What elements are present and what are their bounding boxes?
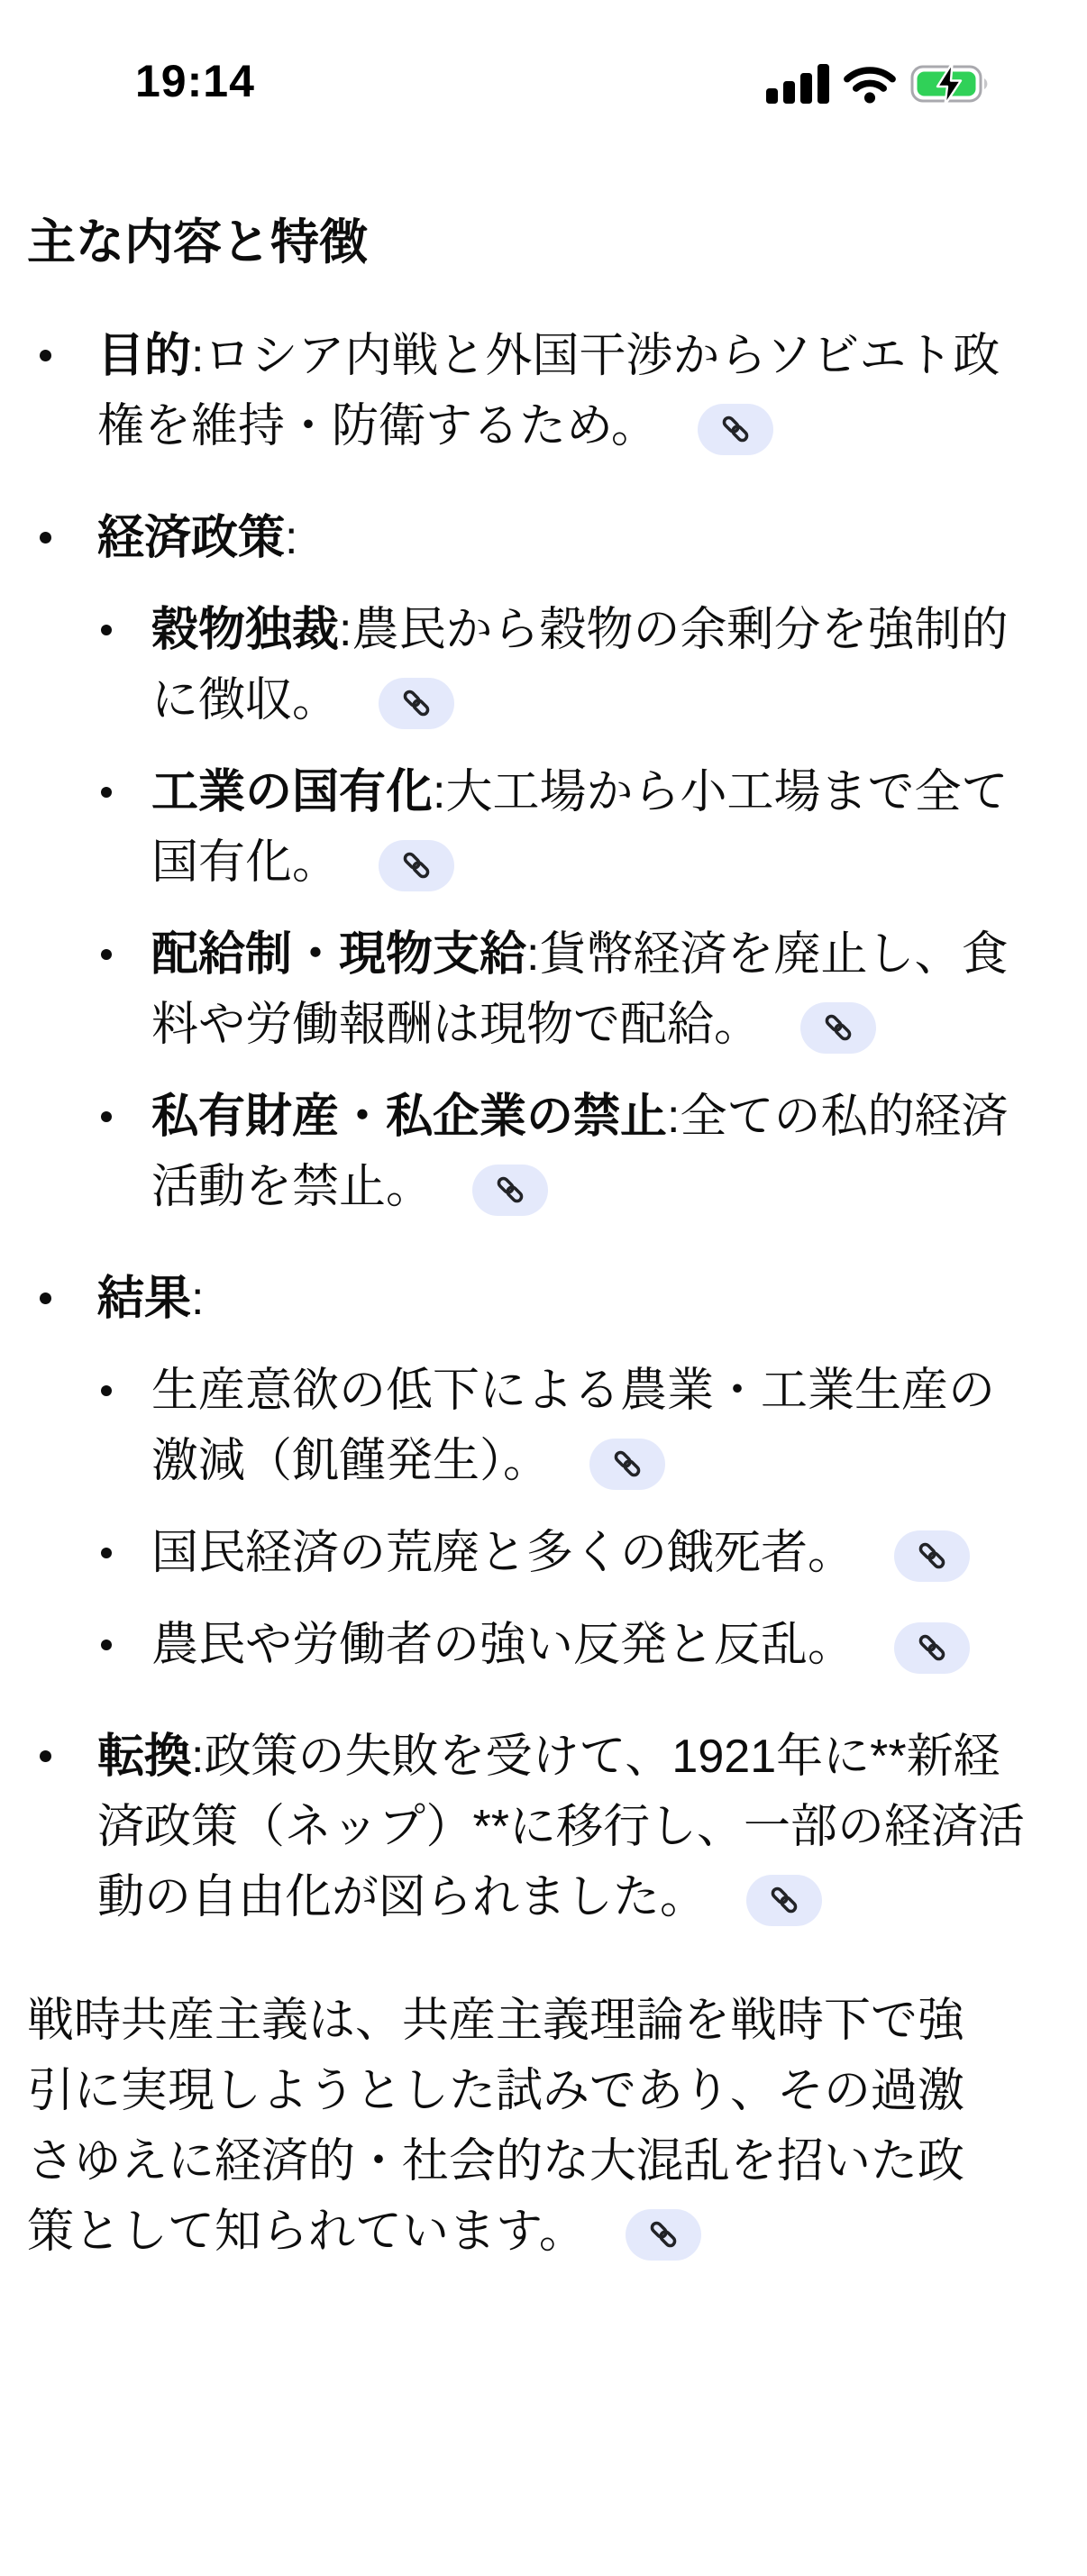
link-icon [398, 685, 434, 721]
item-text: 政策の失敗を受けて、1921年に**新経済政策（ネップ）**に移行し、一部の経済活動の自由化が図られました。 [97, 1731, 1025, 1923]
link-icon [398, 847, 434, 883]
link-icon [766, 1882, 802, 1918]
item-separator: : [191, 1731, 205, 1783]
economic-policy-sublist [97, 595, 1037, 1222]
citation-link-button[interactable] [589, 1439, 665, 1490]
status-time: 19:14 [135, 56, 255, 106]
wifi-icon [844, 64, 896, 104]
item-label: 配給制・現物支給 [151, 928, 527, 981]
summary-paragraph [27, 1986, 1006, 2267]
battery-charging-icon [910, 63, 990, 105]
list-item-private-property-ban [151, 1082, 1037, 1222]
list-item-transition [97, 1722, 1037, 1932]
citation-link-button[interactable] [472, 1165, 548, 1216]
list-item-economic-policy [97, 503, 1037, 1222]
item-text: 貨幣経済を廃止し、食料や労働報酬は現物で配給。 [151, 928, 1009, 1051]
link-icon [914, 1630, 950, 1666]
item-label: 結果 [97, 1273, 192, 1325]
main-list [27, 321, 1060, 1932]
item-label: 目的 [97, 330, 192, 382]
item-separator: : [667, 1091, 681, 1143]
item-separator: : [191, 1273, 205, 1325]
item-label: 穀物独裁 [151, 604, 340, 656]
item-label: 私有財産・私企業の禁止 [151, 1091, 668, 1143]
item-text: 大工場から小工場まで全て国有化。 [151, 766, 1009, 889]
item-separator: : [285, 512, 298, 564]
link-icon [914, 1538, 950, 1574]
status-icons [766, 63, 990, 105]
list-item-rationing [151, 919, 1037, 1060]
link-icon [645, 2216, 681, 2252]
list-item-economic-ruin [151, 1518, 1037, 1588]
item-text: 国民経済の荒廃と多くの餓死者。 [151, 1527, 855, 1579]
item-separator: : [339, 604, 352, 656]
list-item-results [97, 1264, 1037, 1680]
citation-link-button[interactable] [746, 1875, 822, 1926]
cellular-signal-icon [766, 64, 829, 104]
link-icon [717, 411, 754, 447]
status-bar [0, 0, 1087, 117]
link-icon [609, 1446, 645, 1482]
link-icon [820, 1009, 856, 1046]
list-item-production-drop [151, 1356, 1037, 1496]
item-separator: : [526, 928, 540, 981]
citation-link-button[interactable] [379, 678, 454, 729]
item-label: 工業の国有化 [151, 766, 434, 818]
results-sublist [97, 1356, 1037, 1680]
citation-link-button[interactable] [800, 1002, 876, 1054]
item-separator: : [191, 330, 205, 382]
item-text: 生産意欲の低下による農業・工業生産の激減（飢饉発生）。 [151, 1365, 996, 1487]
citation-link-button[interactable] [379, 840, 454, 891]
citation-link-button[interactable] [894, 1530, 970, 1582]
citation-link-button[interactable] [626, 2209, 701, 2261]
item-label: 転換 [97, 1731, 192, 1783]
citation-link-button[interactable] [698, 404, 773, 455]
list-item-peasant-revolt [151, 1610, 1037, 1680]
summary-text: 戦時共産主義は、共産主義理論を戦時下で強引に実現しようとした試みであり、その過激さゆえに経済的・社会的な大混乱を招いた政策として知られています。 [27, 1995, 965, 2258]
link-icon [492, 1172, 528, 1208]
list-item-nationalization [151, 757, 1037, 898]
page-title: 主な内容と特徴 [27, 215, 368, 269]
item-text: 農民から穀物の余剰分を強制的に徴収。 [151, 604, 1009, 726]
list-item-purpose [97, 321, 1037, 461]
item-separator: : [433, 766, 446, 818]
item-text: 農民や労働者の強い反発と反乱。 [151, 1619, 855, 1671]
item-text: 全ての私的経済活動を禁止。 [151, 1091, 1009, 1213]
item-label: 経済政策 [97, 512, 286, 564]
citation-link-button[interactable] [894, 1622, 970, 1674]
item-text: ロシア内戦と外国干渉からソビエト政権を維持・防衛するため。 [97, 330, 1000, 452]
list-item-grain-dictatorship [151, 595, 1037, 735]
